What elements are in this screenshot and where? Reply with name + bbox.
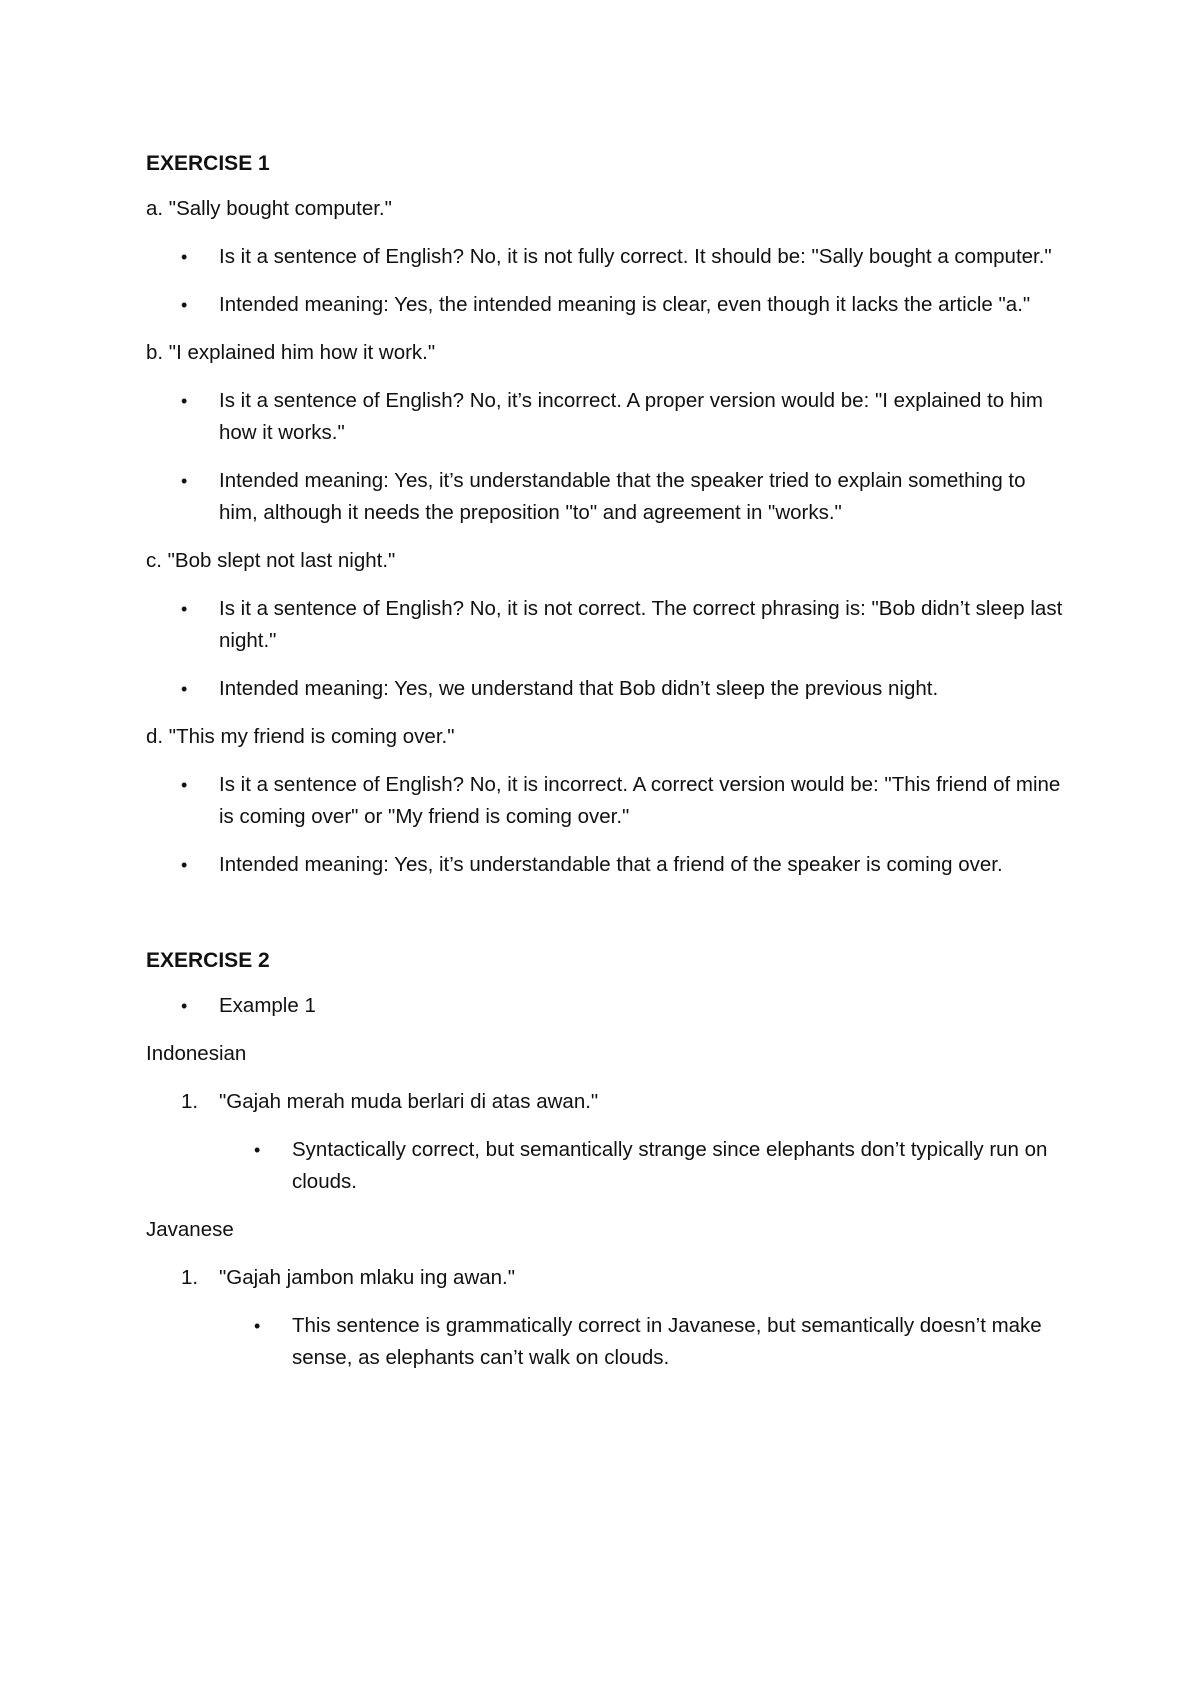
- list-item: [219, 1310, 1066, 1374]
- exercise-1-item-b-bullets: [146, 385, 1066, 529]
- language-label-indonesian: Indonesian: [146, 1042, 247, 1065]
- bullet-icon: •: [181, 775, 188, 795]
- bullet-icon: •: [181, 855, 188, 875]
- example-label: Example 1: [219, 994, 316, 1017]
- bullet-text: Is it a sentence of English? No, it’s incorrect. A proper version would be: "I explained to him how it works.": [219, 389, 1043, 444]
- example-sentence: "Gajah jambon mlaku ing awan.": [219, 1266, 516, 1289]
- exercise-1-item-b-prompt: b. "I explained him how it work.": [146, 341, 436, 364]
- list-item: [146, 385, 1066, 449]
- list-item: [146, 769, 1066, 833]
- bullet-icon: •: [181, 391, 188, 411]
- exercise-1-item-a-bullets: [146, 241, 1066, 321]
- list-number: 1.: [181, 1090, 199, 1113]
- indonesian-comment-list: [219, 1134, 1066, 1198]
- exercise-1-item-c-bullets: [146, 593, 1066, 705]
- exercise-1-item-a-prompt: a. "Sally bought computer.": [146, 197, 392, 220]
- bullet-text: Intended meaning: Yes, it’s understandable that the speaker tried to explain something to him, although it needs the preposition "to" and agreement in "works.": [219, 469, 1026, 524]
- javanese-sentence-list: [146, 1262, 1066, 1374]
- list-item: [219, 1134, 1066, 1198]
- sentence-comment: This sentence is grammatically correct in Javanese, but semantically doesn’t make sense, as elephants can’t walk on clouds.: [292, 1314, 1042, 1369]
- list-item: [146, 465, 1066, 529]
- list-item: [146, 1262, 1066, 1374]
- example-sentence: "Gajah merah muda berlari di atas awan.": [219, 1090, 599, 1113]
- exercise-1-item-d-bullets: [146, 769, 1066, 881]
- bullet-icon: •: [181, 599, 188, 619]
- exercise-2-example-list: [146, 990, 1066, 1022]
- indonesian-sentence-list: [146, 1086, 1066, 1198]
- bullet-icon: •: [181, 996, 188, 1016]
- list-number: 1.: [181, 1266, 199, 1289]
- bullet-text: Is it a sentence of English? No, it is not fully correct. It should be: "Sally bought a computer.": [219, 245, 1052, 268]
- list-item: [146, 673, 1066, 705]
- bullet-text: Is it a sentence of English? No, it is not correct. The correct phrasing is: "Bob didn’t sleep last night.": [219, 597, 1063, 652]
- language-label-javanese: Javanese: [146, 1218, 234, 1241]
- exercise-1-item-c-prompt: c. "Bob slept not last night.": [146, 549, 396, 572]
- sentence-comment: Syntactically correct, but semantically strange since elephants don’t typically run on clouds.: [292, 1138, 1048, 1193]
- list-item: [146, 289, 1066, 321]
- bullet-icon: •: [254, 1140, 261, 1160]
- list-item: [146, 593, 1066, 657]
- bullet-text: Intended meaning: Yes, it’s understandable that a friend of the speaker is coming over.: [219, 853, 1003, 876]
- list-item: [146, 1086, 1066, 1198]
- exercise-2-heading: EXERCISE 2: [146, 949, 270, 972]
- bullet-text: Is it a sentence of English? No, it is incorrect. A correct version would be: "This friend of mine is coming over" or "My friend is coming over.": [219, 773, 1061, 828]
- bullet-icon: •: [181, 295, 188, 315]
- bullet-text: Intended meaning: Yes, the intended meaning is clear, even though it lacks the article "a.": [219, 293, 1031, 316]
- exercise-1-heading: EXERCISE 1: [146, 152, 270, 175]
- list-item: [146, 849, 1066, 881]
- section-spacer: [146, 897, 1066, 945]
- list-item: [146, 241, 1066, 273]
- bullet-icon: •: [181, 471, 188, 491]
- list-item: [146, 990, 1066, 1022]
- exercise-1-item-d-prompt: d. "This my friend is coming over.": [146, 725, 455, 748]
- bullet-text: Intended meaning: Yes, we understand that Bob didn’t sleep the previous night.: [219, 677, 939, 700]
- bullet-icon: •: [254, 1316, 261, 1336]
- javanese-comment-list: [219, 1310, 1066, 1374]
- bullet-icon: •: [181, 247, 188, 267]
- bullet-icon: •: [181, 679, 188, 699]
- document-page: [146, 148, 1066, 1390]
